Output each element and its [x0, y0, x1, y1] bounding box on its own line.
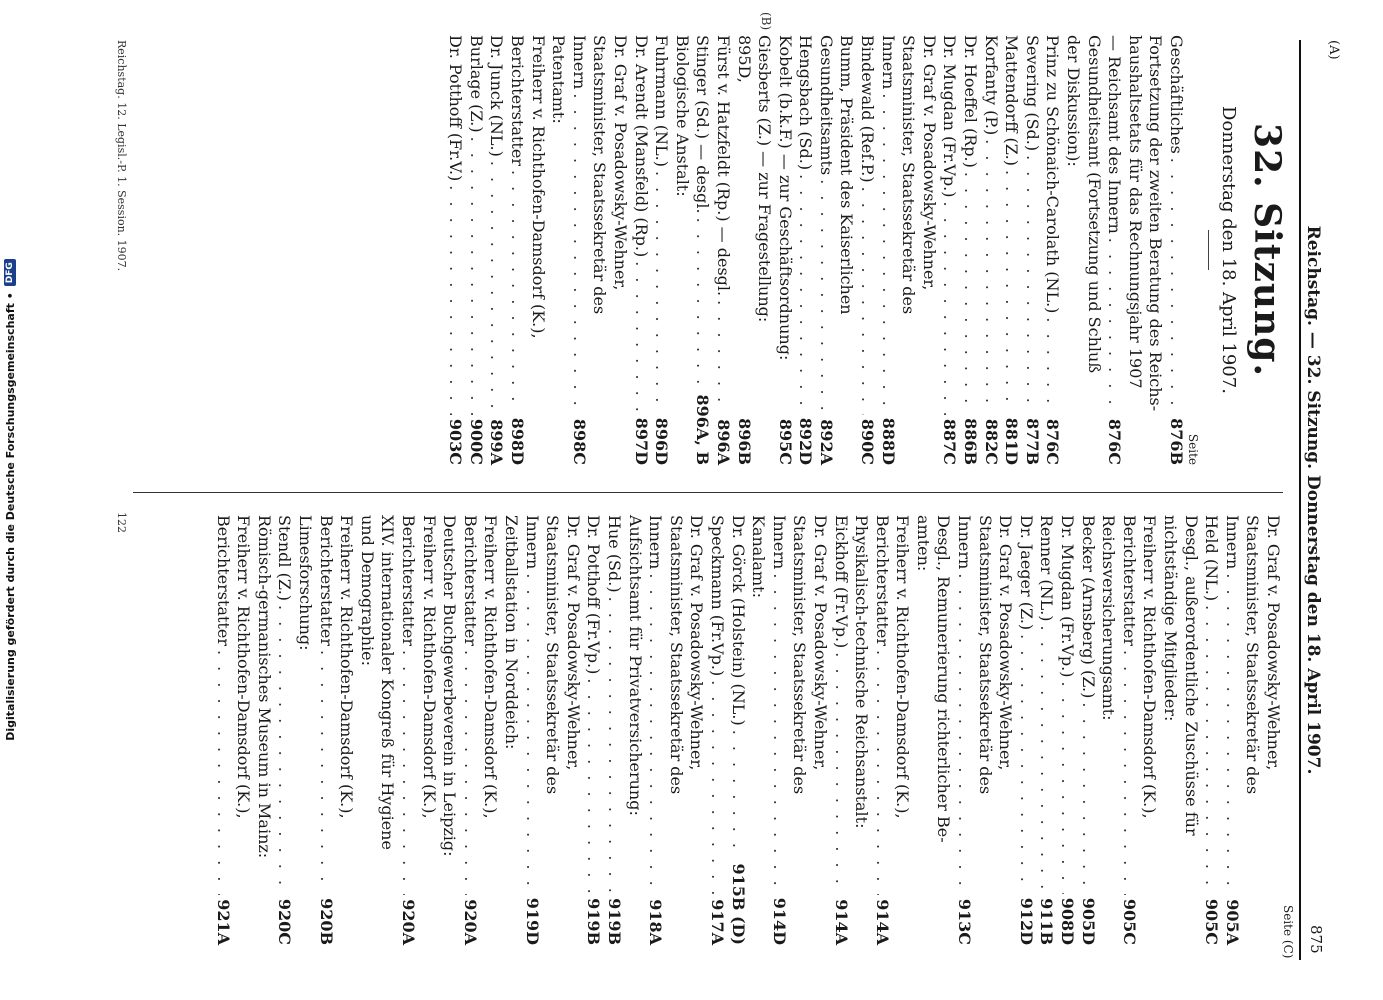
- toc-entry-page: 919B: [584, 898, 604, 945]
- leader-dots: [727, 730, 748, 860]
- credit-text: Digitalisierung gefördert durch die Deutsche Forschungsgemeinschaft •: [3, 292, 17, 741]
- toc-entry: [671, 35, 692, 465]
- toc-entry-page: 911B: [1037, 898, 1057, 945]
- toc-entry-page: 887C: [940, 418, 960, 465]
- toc-entry: [898, 35, 919, 465]
- toc-entry-text: amten:: [913, 515, 933, 572]
- toc-entry: [1242, 515, 1263, 945]
- toc-entry-text: Dr. Mugdan (Fr.Vp.): [1058, 515, 1078, 678]
- leader-dots: [1165, 158, 1186, 414]
- toc-entry-text: Dr. Graf v. Posadowsky-Wehner,: [919, 35, 939, 291]
- toc-entry-page: 914A: [831, 899, 851, 945]
- toc-entry-text: Dr. Hoeffel (Rp.): [961, 35, 981, 168]
- toc-entry: [774, 35, 795, 465]
- session-date: Donnerstag den 18. April 1907.: [1218, 106, 1239, 394]
- toc-entry: [336, 515, 357, 945]
- leader-dots: [980, 139, 1001, 415]
- toc-entry: [959, 35, 980, 465]
- toc-entry-page: 877B: [1022, 418, 1042, 465]
- running-header-title: Reichstag. — 32. Sitzung. Donnerstag den 18. April 1907.: [1303, 225, 1323, 775]
- toc-entry-text: Physikalisch-technische Reichsanstalt:: [852, 515, 872, 829]
- toc-entry-text: Stendl (Z.): [275, 515, 295, 602]
- toc-entry: [733, 35, 754, 465]
- toc-entry-text: Reichsversicherungsamt:: [1099, 515, 1119, 721]
- toc-entry-text: Becker (Arnsberg) (Z.): [1078, 515, 1098, 699]
- toc-entry-text: Innern: [522, 515, 542, 570]
- toc-entry: [830, 515, 851, 945]
- leader-dots: [1118, 650, 1139, 895]
- toc-entry-text: Römisch-germanisches Museum in Mainz:: [254, 515, 274, 859]
- toc-entry-page: 918A: [646, 899, 666, 945]
- toc-entry: [857, 35, 878, 465]
- toc-entry: [465, 35, 486, 465]
- toc-entry-text: — Reichsamt des Innern: [1105, 35, 1125, 234]
- toc-entry-text: Staatsminister, Staatssekretär des: [790, 515, 810, 795]
- toc-entry-page: 920C: [275, 898, 295, 945]
- toc-entry: [1165, 35, 1186, 465]
- toc-entry-page: 921A: [213, 899, 233, 945]
- toc-entry: [1001, 35, 1022, 465]
- toc-entry-page: 920B: [316, 898, 336, 945]
- toc-entry: [912, 515, 933, 945]
- toc-entry-page: 917A: [707, 899, 727, 945]
- toc-entry: [712, 35, 733, 465]
- toc-entry: [686, 515, 707, 945]
- toc-entry-text: XIV. internationaler Kongreß für Hygiene: [378, 515, 398, 850]
- toc-entry-page: 914A: [872, 899, 892, 945]
- session-title: 32. Sitzung.: [1246, 123, 1288, 377]
- toc-entry-text: Patentamt:: [549, 35, 569, 124]
- leader-dots: [1104, 238, 1125, 415]
- credit-strip: [0, 0, 20, 1000]
- toc-entry-text: Innern: [569, 35, 589, 90]
- right-column: [212, 515, 1283, 945]
- leader-dots: [768, 573, 789, 893]
- leader-dots: [603, 597, 624, 894]
- leader-dots: [871, 650, 892, 895]
- toc-entry-text: Dr. Jaeger (Z.): [1016, 515, 1036, 631]
- toc-entry: [377, 515, 398, 945]
- toc-entry: [754, 35, 775, 465]
- toc-entry-text: haushaltsetats für das Rechnungsjahr 1907: [1125, 35, 1145, 389]
- toc-entry-text: Innern: [1222, 515, 1242, 570]
- toc-entry-page: 886B: [961, 418, 981, 465]
- toc-entry: [665, 515, 686, 945]
- toc-entry-text: Berichterstatter: [316, 515, 336, 646]
- leader-dots: [692, 218, 713, 391]
- toc-entry-text: Korfanty (P.): [981, 35, 1001, 136]
- leader-dots: [630, 261, 651, 413]
- toc-entry-text: Freiherr v. Richthofen-Damsdorf (K.),: [1140, 515, 1160, 819]
- leader-dots: [1221, 573, 1242, 895]
- toc-entry: [212, 515, 233, 945]
- leader-dots: [521, 573, 542, 893]
- toc-entry: [1118, 515, 1139, 945]
- toc-entry: [995, 515, 1016, 945]
- toc-entry-text: Dr. Junck (NL.): [487, 35, 507, 157]
- leader-dots: [568, 93, 589, 415]
- leader-dots: [712, 300, 733, 415]
- toc-entry: [315, 515, 336, 945]
- toc-entry: [233, 515, 254, 945]
- toc-entry-page: 920A: [460, 899, 480, 945]
- toc-entry-text: Dr. Graf v. Posadowsky-Wehner,: [610, 35, 630, 291]
- toc-entry-page: 876C: [1043, 418, 1063, 465]
- toc-entry-text: Eickhoff (Fr.Vp.): [831, 515, 851, 649]
- toc-entry-text: und Demographie:: [357, 515, 377, 666]
- toc-entry-text: Freiherr v. Richthofen-Damsdorf (K.),: [337, 515, 357, 819]
- toc-entry-text: Hue (Sd.): [605, 515, 624, 593]
- toc-entry-text: Held (NL.): [1202, 515, 1222, 602]
- toc-entry: [1077, 515, 1098, 945]
- toc-entry: [589, 35, 610, 465]
- toc-entry-text: Innern: [769, 515, 789, 570]
- toc-entry: [439, 515, 460, 945]
- toc-entry-text: Staatsminister, Staatssekretär des: [666, 515, 686, 795]
- toc-entry: [609, 35, 630, 465]
- toc-entry: [1180, 515, 1201, 945]
- toc-entry: [1262, 515, 1283, 945]
- credit-line: [0, 0, 20, 1000]
- toc-entry-text: Dr. Arendt (Mansfeld) (Rp.): [631, 35, 651, 258]
- toc-entry-text: Freiherr v. Richthofen-Damsdorf (K.),: [893, 515, 913, 819]
- leader-dots: [445, 185, 466, 415]
- toc-entry: [527, 35, 548, 465]
- toc-entry-page: 905C: [1202, 898, 1222, 945]
- toc-entry-page: 919B: [605, 898, 624, 945]
- toc-entry-page: 908D: [1058, 897, 1078, 945]
- leader-dots: [486, 161, 507, 415]
- toc-entry-page: 914D: [769, 897, 789, 945]
- toc-entry: [542, 515, 563, 945]
- leader-dots: [954, 573, 975, 895]
- toc-entry-text: Biologische Anstalt:: [672, 35, 692, 197]
- toc-entry-text: Zeitballstation in Norddeich:: [502, 515, 522, 750]
- toc-entry-page: 915B (D): [728, 863, 748, 945]
- leader-dots: [1077, 702, 1098, 893]
- toc-entry: [562, 515, 583, 945]
- leader-dots: [651, 171, 672, 414]
- toc-entry: [1124, 35, 1145, 465]
- toc-entry-text: Freiherr v. Richthofen-Damsdorf (K.),: [528, 35, 548, 339]
- leader-dots: [583, 678, 604, 894]
- toc-entry-page: 912D: [1016, 897, 1036, 945]
- toc-entry: [980, 35, 1001, 465]
- toc-entry-text: Fortsetzung der zweiten Beratung des Reichs-: [1146, 35, 1166, 412]
- leader-dots: [645, 573, 666, 895]
- leader-dots: [959, 172, 980, 414]
- toc-entry-text: Freiherr v. Richthofen-Damsdorf (K.),: [234, 515, 254, 819]
- toc-entry-text: Innern: [646, 515, 666, 570]
- leader-dots: [1015, 634, 1036, 894]
- leader-dots: [1056, 681, 1077, 893]
- toc-entry-text: nichtständige Mitglieder:: [1161, 515, 1181, 722]
- toc-entry-page: 876C: [1105, 418, 1125, 465]
- leader-dots: [939, 201, 960, 414]
- toc-entry-page: 882C: [981, 418, 1001, 465]
- toc-entry-page: 892A: [816, 419, 836, 465]
- toc-entry: [253, 515, 274, 945]
- toc-entry-text: Hengsbach (Sd.): [796, 35, 816, 171]
- toc-entry: [480, 515, 501, 945]
- toc-entry-page: 900C: [466, 418, 486, 465]
- toc-entry-text: Burlage (Z.): [466, 35, 486, 133]
- toc-entry: [851, 515, 872, 945]
- toc-entry-text: Dr. Potthoff (Fr.Vp.): [584, 515, 604, 675]
- toc-entry-page: 920A: [399, 899, 419, 945]
- header-rule: [1299, 40, 1301, 960]
- leader-dots: [274, 605, 295, 895]
- toc-entry-text: Staatsminister, Staatssekretär des: [590, 35, 610, 315]
- toc-entry-text: Staatsminister, Staatssekretär des: [975, 515, 995, 795]
- toc-entry: [500, 515, 521, 945]
- toc-entry: [630, 35, 651, 465]
- toc-entry: [356, 515, 377, 945]
- toc-entry-text: Desgl., außerordentliche Zuschüsse für: [1181, 515, 1201, 836]
- leader-dots: [465, 137, 486, 415]
- header-left-mark: (A): [1326, 40, 1341, 60]
- leader-dots: [1001, 170, 1022, 414]
- toc-entry: [1139, 515, 1160, 945]
- toc-entry-page: 898D: [508, 417, 527, 465]
- toc-entry: [1015, 515, 1036, 945]
- toc-entry-text: Berichterstatter: [399, 515, 419, 646]
- toc-entry-text: Geschäftliches: [1167, 35, 1186, 154]
- toc-entry-text: Prinz zu Schönaich-Carolath (NL.): [1043, 35, 1063, 314]
- toc-entry-text: Dr. Mugdan (Fr.Vp.): [940, 35, 960, 198]
- toc-entry: [1104, 35, 1125, 465]
- toc-entry-text: Freiherr v. Richthofen-Damsdorf (K.),: [481, 515, 501, 819]
- toc-entry: [727, 515, 748, 945]
- leader-dots: [795, 174, 816, 414]
- title-rule: [1208, 230, 1209, 270]
- toc-entry-text: Freiherr v. Richthofen-Damsdorf (K.),: [419, 515, 439, 819]
- toc-entry: [397, 515, 418, 945]
- toc-entry: [692, 35, 713, 465]
- toc-entry: [418, 515, 439, 945]
- leader-dots: [315, 650, 336, 894]
- toc-entry-text: Dr. Graf v. Posadowsky-Wehner,: [996, 515, 1016, 771]
- toc-entry-page: 896A, B: [693, 394, 713, 465]
- toc-entry: [521, 515, 542, 945]
- toc-entry: [583, 515, 604, 945]
- toc-entry: [486, 35, 507, 465]
- leader-dots: [830, 652, 851, 895]
- leader-dots: [397, 650, 418, 895]
- header-right-mark: Seite (C): [1281, 905, 1295, 959]
- toc-entry: [815, 35, 836, 465]
- toc-entry-text: Deutscher Buchgewerbeverein in Leipzig:: [440, 515, 460, 857]
- leader-dots: [706, 680, 727, 895]
- toc-entry-text: Kobelt (b.k.F.) — zur Geschäftsordnung:: [775, 35, 795, 361]
- left-column: [445, 35, 1293, 465]
- toc-entry: [603, 515, 624, 945]
- toc-entry-page: 919D: [522, 897, 542, 945]
- toc-entry-text: Stinger (Sd.) — desgl.: [693, 35, 713, 214]
- toc-entry-text: Staatsminister, Staatssekretär des: [1243, 515, 1263, 795]
- page-number: 875: [1307, 925, 1325, 954]
- toc-entry: [892, 515, 913, 945]
- toc-entry-text: Berichterstatter: [508, 35, 527, 166]
- signature-mark: 122: [115, 512, 128, 533]
- toc-entry-text: Speckmann (Fr.Vp.): [707, 515, 727, 677]
- toc-entry-text: Dr. Graf v. Posadowsky-Wehner,: [687, 515, 707, 771]
- toc-entry-text: Dr. Graf v. Posadowsky-Wehner,: [1264, 515, 1283, 771]
- toc-entry-page: 903C: [446, 418, 466, 465]
- toc-entry: [645, 515, 666, 945]
- toc-entry-text: Giesberts (Z.) — zur Fragestellung:: [755, 35, 775, 323]
- toc-entry-text: Berichterstatter: [213, 515, 233, 646]
- toc-entry: [974, 515, 995, 945]
- toc-entry: [1201, 515, 1222, 945]
- toc-entry-page: 892D: [796, 417, 816, 465]
- toc-entry-text: Fuhrmann (NL.): [652, 35, 672, 167]
- toc-entry-text: Renner (NL.): [1037, 515, 1057, 622]
- toc-entry: [954, 515, 975, 945]
- toc-entry-page: 905A: [1222, 899, 1242, 945]
- toc-entry-text: Severing (Sd.): [1022, 35, 1042, 152]
- toc-entry: [877, 35, 898, 465]
- toc-entry: [748, 515, 769, 945]
- toc-entry: [1062, 35, 1083, 465]
- toc-entry: [1042, 35, 1063, 465]
- left-entries: [445, 35, 1186, 465]
- column-divider: [133, 492, 1283, 493]
- toc-entry: [1159, 515, 1180, 945]
- toc-entry-text: Staatsminister, Staatssekretär des: [543, 515, 563, 795]
- toc-entry-text: Bindewald (Ref.P.): [858, 35, 878, 183]
- toc-entry-page: 890C: [858, 418, 878, 465]
- toc-entry-page: 876B: [1167, 418, 1186, 465]
- toc-entry: [1145, 35, 1166, 465]
- toc-entry: [809, 515, 830, 945]
- toc-entry-text: Dr. Potthoff (Fr.V.): [446, 35, 466, 182]
- toc-entry: [933, 515, 954, 945]
- toc-entry-text: Fürst v. Hatzfeldt (Rp.) — desgl.: [713, 35, 733, 297]
- toc-entry: [918, 35, 939, 465]
- toc-entry: [836, 35, 857, 465]
- toc-entry: [789, 515, 810, 945]
- seite-label: Seite: [1186, 433, 1200, 465]
- toc-entry-page: 881D: [1002, 417, 1022, 465]
- toc-entry-text: Dr. Graf v. Posadowsky-Wehner,: [810, 515, 830, 771]
- toc-entry-page: 888D: [878, 417, 898, 465]
- toc-entry-text: Aufsichtsamt für Privatversicherung:: [625, 515, 645, 816]
- toc-entry-page: 913C: [955, 898, 975, 945]
- toc-entry-text: Gesundheitsamts: [816, 35, 836, 176]
- toc-entry: [795, 35, 816, 465]
- toc-entry-page: 899A: [487, 419, 507, 465]
- toc-entry-text: Limesforschung:: [296, 515, 316, 651]
- toc-entry-text: Bumm, Präsident des Kaiserlichen: [837, 35, 857, 315]
- toc-entry-text: Dr. Graf v. Posadowsky-Wehner,: [563, 515, 583, 771]
- toc-entry: [624, 515, 645, 945]
- toc-entry: [459, 515, 480, 945]
- toc-entry-page: 896B: [734, 418, 754, 465]
- toc-entry-text: Berichterstatter: [460, 515, 480, 646]
- toc-entry-text: Innern: [955, 515, 975, 570]
- toc-entry-page: 898C: [569, 418, 589, 465]
- toc-entry: [548, 35, 569, 465]
- toc-entry-text: Staatsminister, Staatssekretär des: [899, 35, 919, 315]
- toc-entry-text: Innern: [878, 35, 898, 90]
- toc-entry-text: der Diskussion):: [1064, 35, 1084, 167]
- toc-entry: [768, 515, 789, 945]
- toc-entry-text: Dr. Görck (Holstein) (NL.): [728, 515, 748, 726]
- toc-entry-text: Berichterstatter: [872, 515, 892, 646]
- leader-dots: [857, 187, 878, 415]
- toc-entry: [871, 515, 892, 945]
- toc-entry: [1021, 35, 1042, 465]
- leader-dots: [1201, 605, 1222, 895]
- leader-dots: [1042, 317, 1063, 414]
- toc-entry-text: Kanalamt:: [749, 515, 769, 598]
- toc-entry: [295, 515, 316, 945]
- toc-entry: [1036, 515, 1057, 945]
- right-entries: [212, 515, 1283, 945]
- toc-entry-page: 905C: [1119, 898, 1139, 945]
- leader-dots: [506, 170, 527, 414]
- leader-dots: [459, 650, 480, 895]
- toc-entry: [651, 35, 672, 465]
- toc-entry: [939, 35, 960, 465]
- toc-entry-text: Mattendorff (Z.): [1002, 35, 1022, 166]
- toc-entry-page: 896D: [652, 417, 672, 465]
- left-margin-mark: (B): [759, 12, 773, 31]
- toc-entry-page: 897D: [631, 417, 651, 465]
- toc-entry: [1083, 35, 1104, 465]
- toc-entry: [1056, 515, 1077, 945]
- toc-entry: [568, 35, 589, 465]
- toc-entry-text: Desgl., Remunerierung richterlicher Be-: [934, 515, 954, 843]
- toc-entry-page: 896A: [713, 419, 733, 465]
- leader-dots: [1036, 626, 1057, 895]
- toc-entry-page: 905D: [1078, 897, 1098, 945]
- toc-entry-text: Gesundheitsamt (Fortsetzung und Schluß: [1084, 35, 1104, 373]
- toc-entry: [1221, 515, 1242, 945]
- leader-dots: [877, 93, 898, 413]
- toc-entry-page: 895C: [775, 418, 795, 465]
- footer-session-line: Reichstag. 12. Legisl.-P. 1. Session. 1907.: [115, 40, 128, 272]
- toc-entry: [1098, 515, 1119, 945]
- toc-entry: [706, 515, 727, 945]
- toc-entry: [445, 35, 466, 465]
- leader-dots: [815, 179, 836, 415]
- toc-entry: [274, 515, 295, 945]
- dfg-logo: DFG: [4, 259, 16, 286]
- toc-entry: [506, 35, 527, 465]
- toc-entry-text: 895D,: [734, 35, 754, 83]
- leader-dots: [1021, 155, 1042, 414]
- leader-dots: [212, 650, 233, 895]
- toc-entry-text: Berichterstatter: [1119, 515, 1139, 646]
